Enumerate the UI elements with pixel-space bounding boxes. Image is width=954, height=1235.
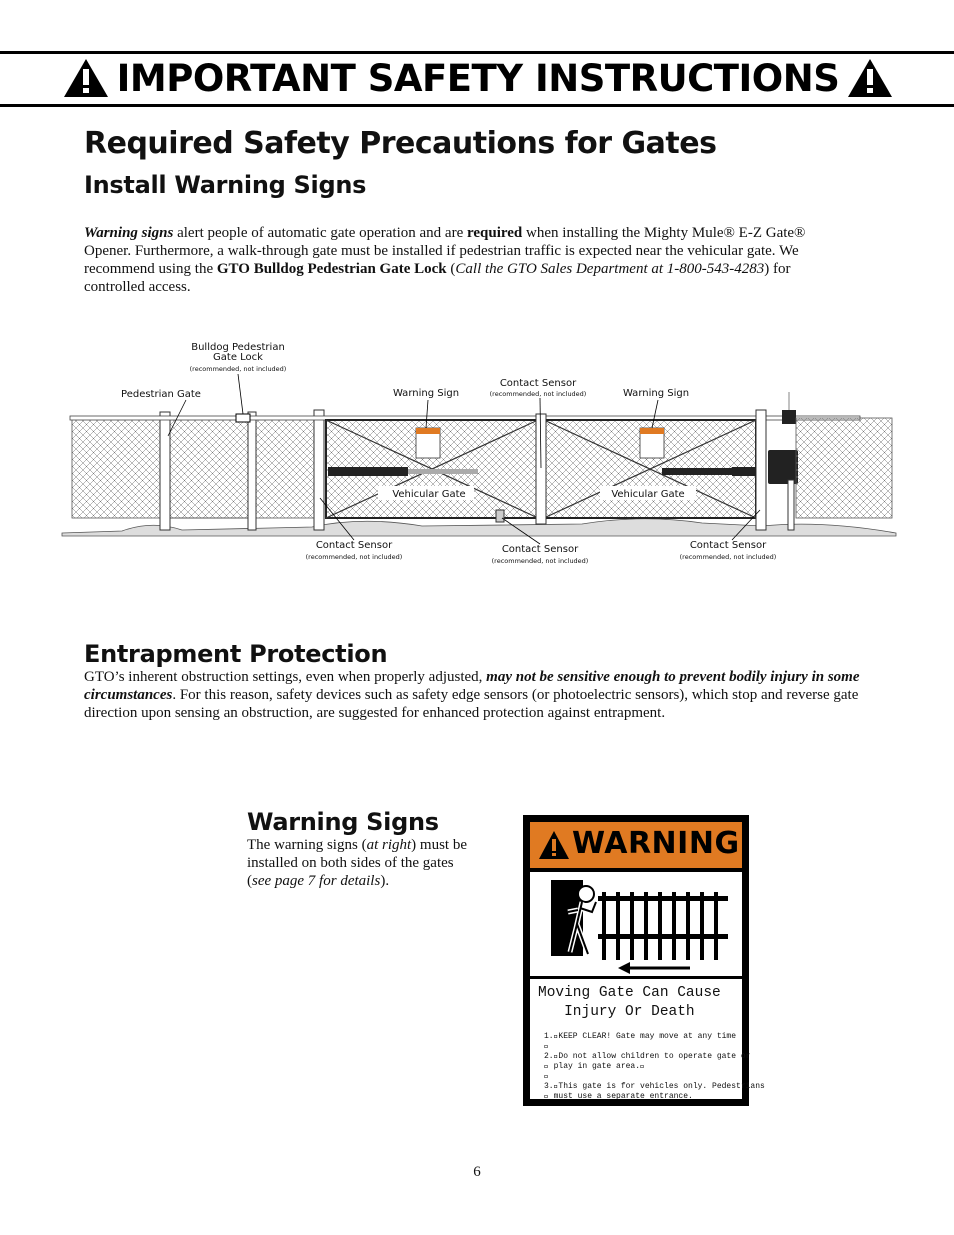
label-contact-sensor: Contact Sensor — [499, 378, 577, 389]
label-vehicular-gate: Vehicular Gate — [611, 489, 685, 500]
warning-sign-graphic — [523, 815, 765, 1106]
safety-banner — [58, 56, 898, 100]
warning-triangle-icon — [847, 58, 893, 98]
sign-divider — [530, 976, 742, 979]
page-number: 6 — [473, 1164, 481, 1180]
label-warning-sign: Warning Sign — [392, 388, 460, 399]
install-heading: Install Warning Signs — [84, 171, 367, 199]
ground — [62, 519, 896, 536]
text-em: at right — [366, 837, 412, 853]
sign-header-text: WARNING — [572, 826, 740, 861]
text-bold-em: may not be sensitive enough to prevent bodily injury in some circumstances — [84, 669, 860, 703]
sign-message: Moving Gate Can Cause Injury Or Death — [538, 985, 721, 1020]
text-em: Call the GTO Sales Department at 1-800-543-4283 — [455, 261, 765, 277]
text-bold: GTO Bulldog Pedestrian Gate Lock — [216, 261, 447, 277]
warning-triangle-icon — [538, 830, 570, 860]
label-vehicular-gate: Vehicular Gate — [392, 489, 466, 500]
banner-bottom-rule — [0, 104, 954, 107]
label-recommended: (recommended, not included) — [679, 553, 777, 561]
label-recommended: (recommended, not included) — [305, 553, 403, 561]
text: ) must be installed on both sides of the gates ( — [247, 837, 467, 889]
text-bold: required — [466, 225, 523, 241]
label-pedestrian-gate: Pedestrian Gate — [121, 389, 201, 400]
sign-instructions: 1. KEEP CLEAR! Gate may move at any time   2. Do not allow children to operate gate or   play in gate area.    3. This gate is for vehicles only. Pedestrians   must use a separate entrance. — [544, 1032, 765, 1101]
top-rule — [0, 51, 954, 54]
text: ( — [446, 261, 456, 277]
label-contact-sensor: Contact Sensor — [315, 540, 393, 551]
moving-gate-pictogram — [530, 872, 742, 980]
label-bulldog: Gate Lock — [213, 352, 263, 363]
text-em: Warning signs — [84, 225, 174, 241]
gate-installation-diagram — [62, 330, 896, 580]
label-recommended: (recommended, not included) — [489, 390, 587, 398]
text: GTO’s inherent obstruction settings, even when properly adjusted, — [84, 669, 487, 685]
page-title: Required Safety Precautions for Gates — [84, 126, 717, 161]
text: when installing the Mighty Mule® E-Z Gate® Opener. Furthermore, a walk-through gate must be installed if pedestrian traffic is expected near the vehicular gate. We recommend using the — [84, 225, 806, 277]
label-contact-sensor: Contact Sensor — [501, 544, 579, 555]
label-recommended: (recommended, not included) — [491, 557, 589, 565]
install-paragraph — [84, 224, 854, 296]
entrapment-heading: Entrapment Protection — [84, 640, 388, 668]
text: The warning signs ( — [247, 837, 367, 853]
label-bulldog: Bulldog Pedestrian — [191, 342, 285, 353]
text: ) for controlled access. — [84, 261, 791, 295]
sign-header — [530, 822, 742, 872]
text: ). — [380, 873, 390, 889]
label-warning-sign: Warning Sign — [622, 388, 690, 399]
warning-signs-paragraph — [247, 836, 467, 890]
entrapment-paragraph — [84, 668, 860, 722]
label-contact-sensor: Contact Sensor — [689, 540, 767, 551]
text-em: see page 7 for details — [252, 873, 381, 889]
warning-signs-heading: Warning Signs — [247, 808, 439, 836]
banner-title: IMPORTANT SAFETY INSTRUCTIONS — [116, 56, 840, 100]
text: . For this reason, safety devices such as safety edge sensors (or photoelectric sensors), which stop and reverse gate direction upon sensing an obstruction, are suggested for enhanced protection against entrapment. — [84, 687, 859, 721]
warning-triangle-icon — [63, 58, 109, 98]
text: alert people of automatic gate operation and are — [173, 225, 467, 241]
label-recommended: (recommended, not included) — [189, 365, 287, 373]
